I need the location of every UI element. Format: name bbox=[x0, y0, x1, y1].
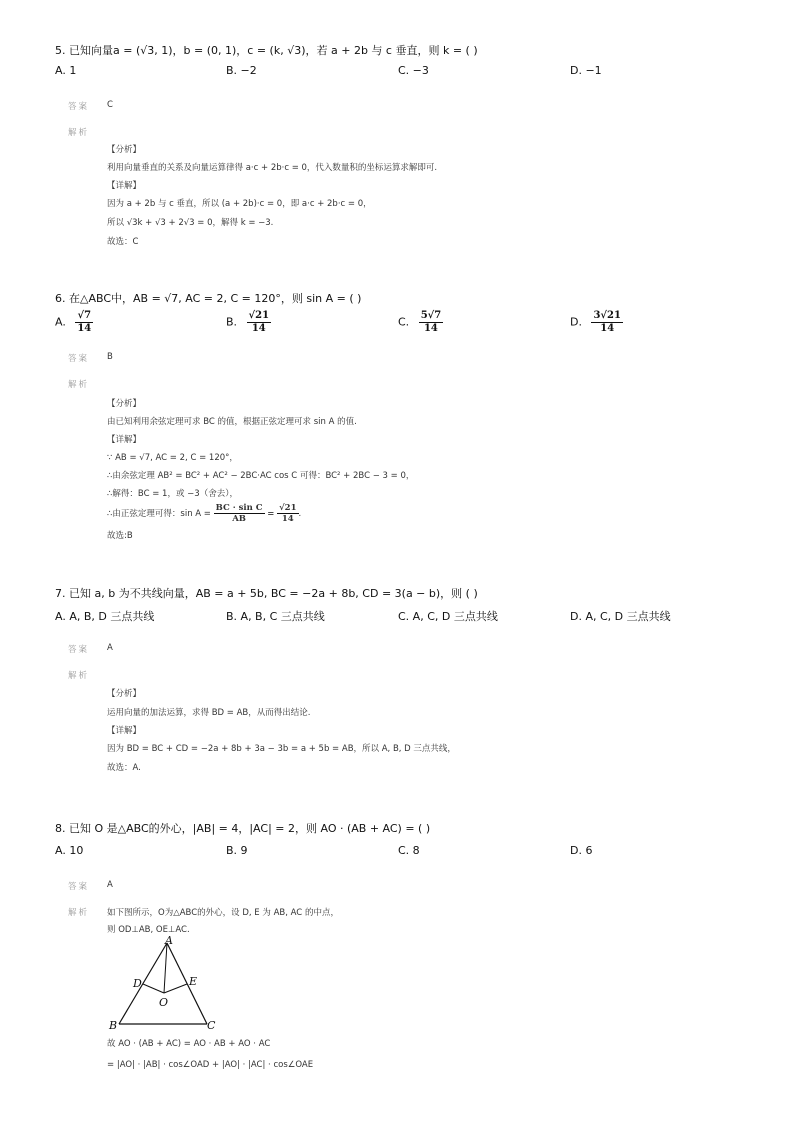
q6-option-a-label: A. bbox=[55, 315, 66, 329]
q6-option-d-label: D. bbox=[570, 315, 582, 329]
label-e: E bbox=[189, 975, 198, 988]
q5-line: 所以 √3k + √3 + 2√3 = 0，解得 k = −3. bbox=[107, 218, 274, 228]
q6-option-b-den: 14 bbox=[251, 323, 266, 334]
q7-answer: A bbox=[107, 643, 113, 653]
q5-stem: 5. 已知向量a = (√3, 1)，b = (0, 1)，c = (k, √3)，若 a + 2b 与 c 垂直，则 k = ( ) bbox=[55, 44, 478, 57]
q8-answer: A bbox=[107, 880, 113, 890]
q8-stem: 8. 已知 O 是△ABC的外心，|AB| = 4，|AC| = 2，则 AO · (AB + AC) = ( ) bbox=[55, 822, 431, 835]
q6-option-c-num: 5√7 bbox=[420, 310, 442, 321]
q8-option-c[interactable]: C. 8 bbox=[398, 844, 420, 857]
q5-answer: C bbox=[107, 100, 113, 110]
q7-option-d[interactable]: D. A, C, D 三点共线 bbox=[570, 610, 671, 623]
label-d: D bbox=[133, 977, 142, 990]
q7-line: 故选：A. bbox=[107, 763, 141, 773]
q5-line: 故选：C bbox=[107, 237, 139, 247]
triangle-figure bbox=[105, 935, 225, 1033]
q7-option-c[interactable]: C. A, C, D 三点共线 bbox=[398, 610, 498, 623]
q6-sine-result-num: √21 bbox=[279, 503, 297, 513]
q6-option-a-den: 14 bbox=[77, 323, 92, 334]
q8-option-a[interactable]: A. 10 bbox=[55, 844, 84, 857]
q8-answer-label: 答案 bbox=[68, 882, 90, 892]
q6-line: ∵ AB = √7, AC = 2, C = 120°， bbox=[107, 453, 238, 463]
segment-ao bbox=[164, 943, 167, 993]
q8-line: 如下图所示，O为△ABC的外心，设 D, E 为 AB, AC 的中点， bbox=[107, 908, 339, 918]
q6-line: ∴由正弦定理可得：sin A = bbox=[107, 509, 214, 519]
q6-sine-num: BC · sin C bbox=[215, 503, 263, 513]
q6-line: 故选:B bbox=[107, 531, 133, 541]
q6-option-d-num: 3√21 bbox=[593, 310, 621, 321]
q6-option-d[interactable] bbox=[570, 310, 623, 335]
q5-analysis-label: 解析 bbox=[68, 128, 90, 138]
q6-option-b-num: √21 bbox=[248, 310, 270, 321]
q6-option-b[interactable] bbox=[226, 310, 271, 335]
q5-line: 【详解】 bbox=[107, 181, 142, 191]
q8-line: 则 OD⊥AB, OE⊥AC. bbox=[107, 925, 190, 935]
q8-option-d[interactable]: D. 6 bbox=[570, 844, 593, 857]
q6-line: 由已知利用余弦定理可求 BC 的值，根据正弦定理可求 sin A 的值. bbox=[107, 417, 357, 427]
q6-line: 【分析】 bbox=[107, 399, 142, 409]
q6-stem: 6. 在△ABC中，AB = √7, AC = 2, C = 120°，则 sin A = ( ) bbox=[55, 292, 362, 305]
side-ab bbox=[119, 943, 167, 1024]
q5-option-b[interactable]: B. −2 bbox=[226, 64, 257, 77]
q6-option-a-num: √7 bbox=[75, 310, 93, 323]
q5-line: 【分析】 bbox=[107, 145, 142, 155]
label-a: A bbox=[165, 935, 173, 947]
q7-stem: 7. 已知 a, b 为不共线向量，AB = a + 5b, BC = −2a + 8b, CD = 3(a − b)，则 ( ) bbox=[55, 587, 478, 600]
q6-line: 【详解】 bbox=[107, 435, 142, 445]
q6-option-d-den: 14 bbox=[600, 323, 615, 334]
segment-do bbox=[143, 984, 164, 993]
q8-line: 故 AO · (AB + AC) = AO · AB + AO · AC bbox=[107, 1039, 271, 1049]
q6-answer-label: 答案 bbox=[68, 354, 90, 364]
q5-answer-label: 答案 bbox=[68, 102, 90, 112]
q6-sine-result-den: 14 bbox=[281, 514, 294, 524]
q6-sine-den: AB bbox=[232, 514, 246, 524]
q7-line: 【详解】 bbox=[107, 726, 142, 736]
q7-answer-label: 答案 bbox=[68, 645, 90, 655]
q5-option-c[interactable]: C. −3 bbox=[398, 64, 429, 77]
q7-line: 运用向量的加法运算，求得 BD = AB，从而得出结论. bbox=[107, 708, 311, 718]
label-o: O bbox=[159, 996, 169, 1009]
q8-line: = |AO| · |AB| · cos∠OAD + |AO| · |AC| · cos∠OAE bbox=[107, 1060, 314, 1070]
q6-answer: B bbox=[107, 352, 113, 362]
label-b: B bbox=[109, 1019, 118, 1032]
q5-option-a[interactable]: A. 1 bbox=[55, 64, 77, 77]
q6-line: ∴由余弦定理 AB² = BC² + AC² − 2BC·AC cos C 可得：BC² + 2BC − 3 = 0， bbox=[107, 471, 415, 481]
q6-option-c-label: C. bbox=[398, 315, 410, 329]
q6-analysis-label: 解析 bbox=[68, 380, 90, 390]
q7-line: 因为 BD = BC + CD = −2a + 8b + 3a − 3b = a + 5b = AB，所以 A, B, D 三点共线， bbox=[107, 744, 456, 754]
segment-eo bbox=[164, 984, 187, 993]
label-c: C bbox=[207, 1019, 216, 1032]
q6-option-c-den: 14 bbox=[423, 323, 438, 334]
q6-option-b-label: B. bbox=[226, 315, 238, 329]
side-ac bbox=[167, 943, 207, 1024]
q5-line: 因为 a + 2b 与 c 垂直，所以 (a + 2b)·c = 0，即 a·c + 2b·c = 0， bbox=[107, 199, 372, 209]
q6-sine-line: ∴由正弦定理可得：sin A = $\frac{\text{BC · sin C}}{AB}$ = $\frac{√21}{14}$ . bbox=[107, 503, 302, 524]
q8-option-b[interactable]: B. 9 bbox=[226, 844, 248, 857]
q7-line: 【分析】 bbox=[107, 689, 142, 699]
q6-line: ∴解得：BC = 1，或 −3（舍去）， bbox=[107, 489, 238, 499]
q7-option-a[interactable]: A. A, B, D 三点共线 bbox=[55, 610, 155, 623]
q5-line: 利用向量垂直的关系及向量运算律得 a·c + 2b·c = 0，代入数量积的坐标运算求解即可. bbox=[107, 163, 438, 173]
q6-option-c[interactable] bbox=[398, 310, 443, 335]
q7-analysis-label: 解析 bbox=[68, 671, 90, 681]
q5-option-d[interactable]: D. −1 bbox=[570, 64, 602, 77]
q6-option-a[interactable] bbox=[55, 310, 93, 335]
q8-analysis-label: 解析 bbox=[68, 908, 90, 918]
q7-option-b[interactable]: B. A, B, C 三点共线 bbox=[226, 610, 325, 623]
